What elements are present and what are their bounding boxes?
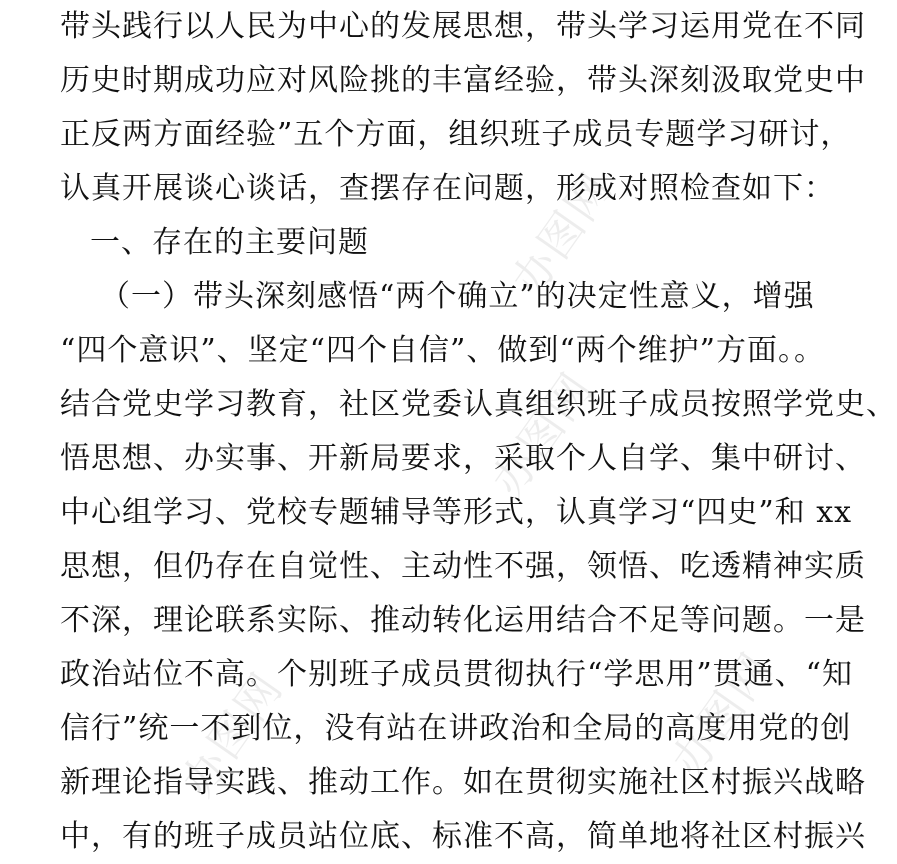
body-text-line: 认真开展谈心谈话，查摆存在问题，形成对照检查如下： xyxy=(60,171,835,206)
body-text-line: 信行”统一不到位，没有站在讲政治和全局的高度用党的创 xyxy=(60,711,852,746)
watermark: 办图网 xyxy=(662,643,784,786)
document-body xyxy=(60,0,897,864)
body-text-line: “四个意识”、坚定“四个自信”、做到“两个维护”方面。。 xyxy=(60,333,826,368)
body-text-line: 中，有的班子成员站位底、标准不高，简单地将社区村振兴 xyxy=(60,819,866,854)
body-text-line: 思想，但仍存在自觉性、主动性不强，领悟、吃透精神实质 xyxy=(60,549,866,584)
body-text-line: 悟思想、办实事、开新局要求，采取个人自学、集中研讨、 xyxy=(60,441,866,476)
body-text-line: 带头践行以人民为中心的发展思想，带头学习运用党在不同 xyxy=(60,9,866,44)
watermark: 办图网 xyxy=(172,663,294,806)
body-text-line: 结合党史学习教育，社区党委认真组织班子成员按照学党史、 xyxy=(60,387,897,422)
subsection-heading: （一）带头深刻感悟“两个确立”的决定性意义，增强 xyxy=(100,279,815,314)
watermark: 办图网 xyxy=(502,163,624,306)
body-text-line: 政治站位不高。个别班子成员贯彻执行“学思用”贯通、“知 xyxy=(60,657,854,692)
body-text-line: 正反两方面经验”五个方面，组织班子成员专题学习研讨， xyxy=(60,117,852,152)
watermark: 办图网 xyxy=(482,363,604,506)
body-text-line: 不深，理论联系实际、推动转化运用结合不足等问题。一是 xyxy=(60,603,866,638)
body-text-line: 历史时期成功应对风险挑的丰富经验，带头深刻汲取党史中 xyxy=(60,63,866,98)
body-text-line: 中心组学习、党校专题辅导等形式，认真学习“四史”和 xx xyxy=(60,495,853,530)
body-text-line: 新理论指导实践、推动工作。如在贯彻实施社区村振兴战略 xyxy=(60,765,866,800)
section-heading: 一、存在的主要问题 xyxy=(90,225,369,260)
